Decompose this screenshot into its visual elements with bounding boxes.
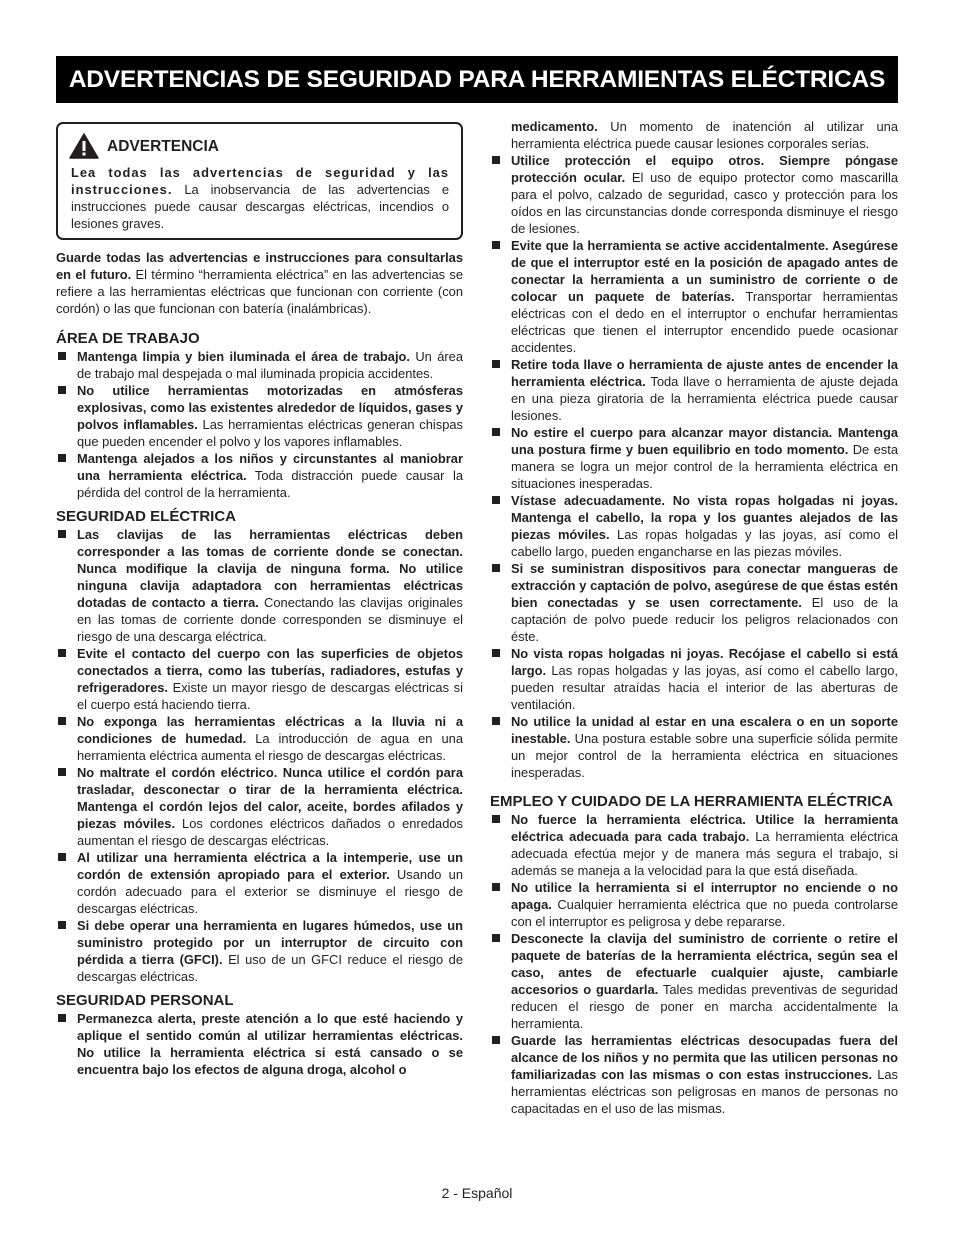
right-column bbox=[490, 118, 898, 1117]
list-item: Al utilizar una herramienta eléctrica a la intemperie, use un cordón de extensión apropiado para el exterior. Usando un cordón adecuado para el exterior se disminuye el riesgo de descargas eléctricas. bbox=[56, 849, 463, 917]
list-personal bbox=[56, 1010, 463, 1078]
list-item: Desconecte la clavija del suministro de corriente o retire el paquete de baterías de la herramienta eléctrica, según sea el caso, antes de efectuarle cualquier ajuste, cambiarle accesorios o guardarla. Tales medidas preventivas de seguridad reducen el riesgo de poner en marcha accidentalmente la herramienta. bbox=[490, 930, 898, 1032]
list-item: Retire toda llave o herramienta de ajuste antes de encender la herramienta eléctrica. Toda llave o herramienta de ajuste dejada en una pieza giratoria de la herramienta eléctrica puede causar lesiones. bbox=[490, 356, 898, 424]
list-item: Evite el contacto del cuerpo con las superficies de objetos conectados a tierra, como las tuberías, radiadores, estufas y refrigeradores. Existe un mayor riesgo de descargas eléctricas si el cuerpo está haciendo tierra. bbox=[56, 645, 463, 713]
warning-title: ADVERTENCIA bbox=[107, 137, 219, 155]
list-item: Si se suministran dispositivos para conectar mangueras de extracción y captación de polvo, asegúrese de que éstas estén bien conectadas y se usen correctamente. El uso de la captación de polvo puede reducir los peligros relacionados con éste. bbox=[490, 560, 898, 645]
list-personal-continued bbox=[490, 152, 898, 781]
list-item: Las clavijas de las herramientas eléctricas deben corresponder a las tomas de corriente donde se conectan. Nunca modifique la clavija de ninguna forma. No utilice ninguna clavija adaptadora con herramientas eléctricas dotadas de contacto a tierra. Conectando las clavijas originales en las tomas de corriente donde corresponden se disminuye el riesgo de una descarga eléctrica. bbox=[56, 526, 463, 645]
continued-text: medicamento. Un momento de inatención al utilizar una herramienta eléctrica puede causar lesiones corporales serias. bbox=[511, 119, 898, 151]
warning-triangle-icon bbox=[69, 133, 99, 159]
page-title: ADVERTENCIAS DE SEGURIDAD PARA HERRAMIENTAS ELÉCTRICAS bbox=[68, 66, 886, 93]
list-item: No exponga las herramientas eléctricas a la lluvia ni a condiciones de humedad. La introducción de agua en una herramienta eléctrica aumenta el riesgo de descargas eléctricas. bbox=[56, 713, 463, 764]
list-item: Mantenga alejados a los niños y circunstantes al maniobrar una herramienta eléctrica. Toda distracción puede causar la pérdida del control de la herramienta. bbox=[56, 450, 463, 501]
list-item: Mantenga limpia y bien iluminada el área de trabajo. Un área de trabajo mal despejada o mal iluminada propicia accidentes. bbox=[56, 348, 463, 382]
list-item: No utilice herramientas motorizadas en atmósferas explosivas, como las existentes alrededor de líquidos, gases y polvos inflamables. Las herramientas eléctricas generan chispas que pueden encender el polvo y los vapores inflamables. bbox=[56, 382, 463, 450]
heading-tool-use: EMPLEO Y CUIDADO DE LA HERRAMIENTA ELÉCTRICA bbox=[490, 793, 894, 810]
list-item: Permanezca alerta, preste atención a lo que esté haciendo y aplique el sentido común al utilizar herramientas eléctricas. No utilice la herramienta eléctrica si está cansado o se encuentra bajo los efectos de alguna droga, alcohol o bbox=[56, 1010, 463, 1078]
intro-bold: Guarde todas las advertencias e instrucciones para consultarlas en el futuro. bbox=[56, 250, 463, 282]
warning-text bbox=[71, 164, 449, 232]
list-item: No utilice la herramienta si el interruptor no enciende o no apaga. Cualquier herramienta eléctrica que no pueda controlarse con el interruptor es peligrosa y debe repararse. bbox=[490, 879, 898, 930]
page-number: 2 - Español bbox=[441, 1185, 513, 1201]
list-item: No estire el cuerpo para alcanzar mayor distancia. Mantenga una postura firme y buen equilibrio en todo momento. De esta manera se logra un mejor control de la herramienta eléctrica en situaciones inesperadas. bbox=[490, 424, 898, 492]
warning-bold: Lea todas las advertencias de seguridad y las instrucciones. bbox=[71, 165, 449, 197]
list-item: Evite que la herramienta se active accidentalmente. Asegúrese de que el interruptor esté en la posición de apagado antes de conectar la herramienta a un suministro de corriente o de colocar un paquete de baterías. Transportar herramientas eléctricas con el dedo en el interruptor o enchufar herramientas eléctricas que tienen el interruptor encendido puede ocasionar accidentes. bbox=[490, 237, 898, 356]
intro-body: El término “herramienta eléctrica” en las advertencias se refiere a las herramientas eléctricas que funcionan con corriente (con cordón) o las que funcionan con batería (inalámbricas). bbox=[56, 267, 463, 316]
page-title-banner bbox=[56, 56, 898, 103]
list-tool-use bbox=[490, 811, 898, 1117]
list-item: Si debe operar una herramienta en lugares húmedos, use un suministro protegido por un interruptor de circuito con pérdida a tierra (GFCI). El uso de un GFCI reduce el riesgo de descargas eléctricas. bbox=[56, 917, 463, 985]
heading-electrical: SEGURIDAD ELÉCTRICA bbox=[56, 508, 237, 525]
heading-personal: SEGURIDAD PERSONAL bbox=[56, 992, 234, 1009]
list-electrical bbox=[56, 526, 463, 985]
list-item: No fuerce la herramienta eléctrica. Utilice la herramienta eléctrica adecuada para cada trabajo. La herramienta eléctrica adecuada efectúa mejor y de manera más segura el trabajo, si además se maneja a la velocidad para la que está diseñada. bbox=[490, 811, 898, 879]
list-work-area bbox=[56, 348, 463, 501]
list-item: Guarde las herramientas eléctricas desocupadas fuera del alcance de los niños y no permita que las utilicen personas no familiarizadas con las mismas o con estas instrucciones. Las herramientas eléctricas son peligrosas en manos de personas no capacitadas en el uso de las mismas. bbox=[490, 1032, 898, 1117]
list-item: Utilice protección el equipo otros. Siempre póngase protección ocular. El uso de equipo protector como mascarilla para el polvo, calzado de seguridad, casco y protección para los oídos en las circunstancias donde corresponda disminuye el riesgo de lesiones. bbox=[490, 152, 898, 237]
intro-paragraph bbox=[56, 249, 463, 317]
list-item: Vístase adecuadamente. No vista ropas holgadas ni joyas. Mantenga el cabello, la ropa y los guantes alejados de las piezas móviles. Las ropas holgadas y las joyas, así como el cabello largo, pueden engancharse en las piezas móviles. bbox=[490, 492, 898, 560]
list-item: No vista ropas holgadas ni joyas. Recójase el cabello si está largo. Las ropas holgadas y las joyas, así como el cabello largo, pueden resultar atraídas hacia el interior de las aberturas de ventilación. bbox=[490, 645, 898, 713]
warning-box bbox=[56, 122, 463, 240]
page-footer bbox=[0, 1185, 954, 1201]
list-item: No utilice la unidad al estar en una escalera o en un soporte inestable. Una postura estable sobre una superficie sólida permite un mejor control de la herramienta eléctrica en situaciones inesperadas. bbox=[490, 713, 898, 781]
warning-body: La inobservancia de las advertencias e instrucciones puede causar descargas eléctricas, incendios o lesiones graves. bbox=[71, 182, 449, 231]
left-column bbox=[56, 118, 463, 1078]
heading-work-area: ÁREA DE TRABAJO bbox=[56, 330, 200, 347]
list-item: No maltrate el cordón eléctrico. Nunca utilice el cordón para trasladar, desconectar o tirar de la herramienta eléctrica. Mantenga el cordón lejos del calor, aceite, bordes afilados y piezas móviles. Los cordones eléctricos dañados o enredados aumentan el riesgo de descargas eléctricas. bbox=[56, 764, 463, 849]
warning-header bbox=[69, 133, 449, 159]
